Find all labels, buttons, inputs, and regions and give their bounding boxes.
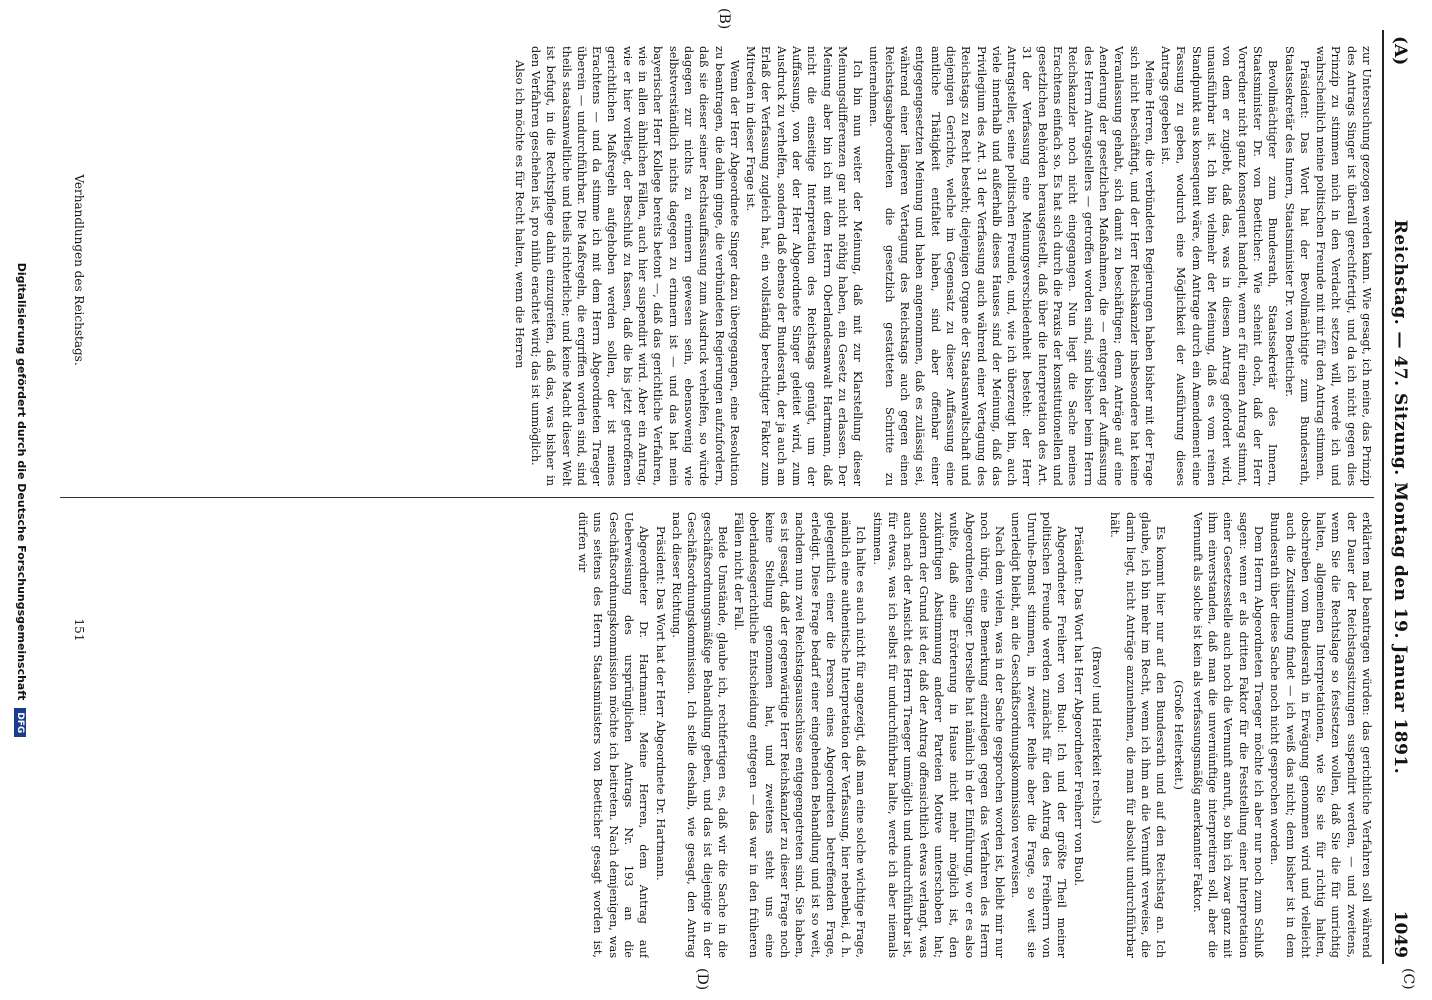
paragraph: Ich bin nun weiter der Meinung, daß mit zur Klarstellung dieser Meinungsdifferenzen gar nicht nöthig haben, ein Gesetz zu erlassen. Der Meinung aber bin ich mit dem Herrn Oberlandesanwalt Hartmann, daß nicht die einseitige Interpretation des Reichstags genügt, um der Auffassung, von der der Herr Abgeordnete Singer geleitet wird, zum Ausdruck zu verhelfen, sondern daß ebenso der Bundesrath, der ja auch am Erlaß der Verfassung zugleich hat, ein vollständig berechtigter Faktor zum Mitreden in dieser Frage ist. [744, 46, 865, 486]
paragraph: Präsident: Das Wort hat der Herr Abgeordnete Dr. Hartmann. [653, 526, 667, 881]
running-title: Reichstag. — 47. Sitzung. Montag den 19. Januar 1891. [1390, 219, 1410, 775]
left-footer: Verhandlungen des Reichstags. [72, 174, 86, 366]
paragraph: Also ich möchte es für Recht halten, wenn die Herren [512, 60, 526, 369]
margin-marker-a: (A) [1390, 36, 1410, 66]
paragraph: Wenn der Herr Abgeordnete Singer dazu übergegangen, eine Resolution zu beantragen, die dahin ginge, die verbündeten Regierungen aufzufordern, daß sie dieser seiner Rechtsauffassung zum Ausdruck verhelfen, so würde dagegen zur nichts zu erinnern gewesen sein, ebensowenig wie selbstverständlich nichts dagegen zu erinnern ist — und das hat mein bayerischer Herr Kollege bereits betont —, daß das gerichtliche Verfahren, wie in allen ähnlichen Fällen, auch hier suspendirt wird. Aber ein Antrag, wie er hier vorliegt, der Beschluß zu fassen, daß die bis jetzt getroffenen gerichtlichen Maßregeln aufgehoben werden sollen, der ist meines Erachtens — und da stimme ich mit dem Herrn Abgeordneten Traeger überein — undurchführbar. Die Maßregeln, die ergriffen worden sind, sind theils staatsanwaltliche und theils richterliche; und keine Macht dieser Welt ist befugt, in die Rechtspflege dahin einzugreifen, daß das, was bisher in den Verfahren geschehen ist, pro nihilo erachtet wird; das ist unmöglich. [528, 46, 741, 486]
paragraph: Nach dem vielen, was in der Sache gesprochen worden ist, bleibt mir nur noch übrig, eine Bemerkung einzulegen gegen das Verfahren des Herrn Abgeordneten Singer. Derselbe hat nämlich in der Einführung, wo er es also wußte, daß eine Erörterung in Hause nicht mehr möglich ist, den zukünftigen Abstimmung anderer Parteien Motive unterschoben hat; sondern der Grund ist der, daß der Antrag offensichtlich etwas verlangt, was auch nach der Ansicht des Herrn Traeger unmöglich und undurchführbar ist, für etwas, was ich selbst für undurchführbar halte, werde ich aber niemals stimmen. [870, 512, 1007, 958]
left-column [56, 46, 1374, 486]
signature-number: 151 [72, 618, 86, 642]
paragraph: Beide Umstände, glaube ich, rechtfertigen es, daß wir die Sache in die geschäftsordnungsmäßige Behandlung geben, und das ist diejenige in der Geschäftsordnungskommission. Ich stelle deshalb, wie gesagt, den Antrag nach dieser Richtung. [669, 512, 729, 958]
paragraph: Es kommt hier nur auf den Bundesrath und auf den Reichstag an. Ich glaube, ich bin mehr im Recht, wenn ich ihm an die Vernunft verweise, die darin liegt, nicht Anträge anzunehmen, die man für absolut undurchführbar hält. [1108, 512, 1168, 958]
page-header [1382, 30, 1412, 964]
margin-marker-b: (B) [716, 8, 732, 30]
paragraph: erklärten mal beantragen würden: das gerichtliche Verfahren soll während der Dauer der Reichstagssitzungen suspendirt werden, — und zweitens, wenn Sie die Rechtslage so festsetzen wollen, daß Sie die für unrichtig halten, allgemeinen Interpretationen, wie Sie sie für richtig halten, obschreiben vom Bundesrath in Erwägung genommen wird und vielleicht auch die Zustimmung findet — ich weiß das nicht; denn bisher ist in dem Bundesrath über diese Sache noch nicht gesprochen worden. [1268, 512, 1373, 958]
paragraph: Meine Herren, die verbündeten Regierungen haben bisher mit der Frage sich nicht beschäftigt, und der Herr Reichskanzler insbesondere hat keine Veranlassung gehabt, sich damit zu beschäftigen; denn Anträge auf eine Aenderung der gesetzlichen Maßnahmen, die — entgegen der Auffassung des Herrn Antragstellers — getroffen worden sind, sind bisher beim Herrn Reichskanzler noch nicht eingegangen. Nun liegt die Sache meines Erachtens einfach so. Es hat sich durch die Praxis der konstitutionellen und gesetzlichen Behörden herausgestellt, daß über die Interpretation des Art. 31 der Verfassung eine Meinungsverschiedenheit besteht: der Herr Antragsteller, seine politischen Freunde, und, wie ich überzeugt bin, auch viele innerhalb und außerhalb dieses Hauses sind der Meinung, daß das Privilegium des Art. 31 der Verfassung auch während einer Vertagung des Reichstags zu Recht besteht; diejenigen Organe der Staatsanwaltschaft und diejenigen Gerichte, welche im Gegensatz zu dieser Auffassung eine amtliche Thätigkeit entfaltet haben, sind aber offenbar einer entgegengesetzten Meinung und haben angenommen, daß es zulässig sei, während einer längeren Vertagung des Reichstags auch gegen einen Reichstagsabgeordneten die gesetzlich gestatteten Schritte zu unternehmen. [867, 46, 1156, 486]
paragraph: Präsident: Das Wort hat Herr Abgeordneter Freiherr von Buol. [1071, 526, 1085, 887]
page-number: 1049 [1390, 910, 1410, 958]
stage-direction: (Bravo! und Heiterkeit rechts.) [1089, 646, 1103, 824]
column-divider [60, 497, 1374, 498]
paragraph: Bevollmächtigter zum Bundesrath, Staatssekretär des Innern, Staatsminister Dr. von Boetticher: Wie scheint doch, daß der Herr Vorredner nicht ganz konsequent handelt, wenn er für einen Antrag stimmt, von dem er zugiebt, daß das, was in diesem Antrag gefordert wird, unausführbar ist. Ich bin vielmehr der Meinung, daß es vom reinen Standpunkt aus konsequent wäre, dem Antrage durch ein Amendement eine Fassung zu geben, wodurch eine Möglichkeit der Ausführung dieses Antrags gegeben ist. [1159, 46, 1280, 486]
dfg-logo: DFG [14, 708, 26, 737]
paragraph: Dem Herrn Abgeordneten Traeger möchte ich aber nur noch zum Schluß sagen: wenn er als dritten Faktor für die Feststellung einer Interpretation einer Gesetzesstelle auch noch die Vernunft anruft, so bin ich zwar ganz mit ihm einverstanden, daß man die unvernünftige interpretiren soll, aber die Vernunft als solche ist kein als verfassungsmäßig anerkannter Faktor. [1190, 512, 1265, 958]
right-column [56, 512, 1374, 958]
paragraph: Präsident: Das Wort hat der Bevollmächtigte zum Bundesrath, Staatssekretär des Innern, Staatsminister Dr. von Boetticher. [1282, 46, 1311, 486]
margin-marker-c: (C) [1400, 968, 1416, 990]
paragraph: Ich halte es auch nicht für angezeigt, daß man eine solche wichtige Frage, nämlich eine authentische Interpretation der Verfassung, hier nebenbei, d. h. gelegentlich einer die Person eines Abgeordneten betreffenden Frage, erledigt. Diese Frage bedarf einer eingehenden Behandlung und ist so weit, nachdem nun zwei Reichstagsausschüsse entgegengetreten sind. Sie haben, es ist gesagt, daß der gegenwärtige Herr Reichskanzler zu dieser Frage noch keine Stellung genommen hat, und zweitens steht uns eine oberlandesgerichtliche Entscheidung entgegen — das war in den früheren Fällen nicht der Fall. [732, 512, 868, 958]
margin-marker-d: (D) [694, 968, 710, 991]
digitization-credit [14, 20, 28, 980]
paragraph: zur Untersuchung gezogen werden kann. Wie gesagt, ich meine, das Prinzip des Antrags Singer ist überall gerechtfertigt, und da ich nicht gegen dies Prinzip zu stimmen mich in den Verdacht setzen will, werde ich und wahrscheinlich meine politischen Freunde mit mir für den Antrag stimmen. [1314, 46, 1373, 486]
stage-direction: (Große Heiterkeit.) [1172, 680, 1186, 790]
paragraph: Abgeordneter Freiherr von Buol: Ich und der größte Theil meiner politischen Freunde werden zunächst für den Antrag des Freiherrn von Unruhe-Bomst stimmen, in zweiter Reihe aber die Frage, so weit sie unerledigt bleibt, an die Geschäftsordnungskommission verweisen. [1009, 512, 1069, 958]
paragraph: Abgeordneter Dr. Hartmann: Meine Herren, dem Antrag auf Ueberweisung des ursprünglichen Antrags Nr. 193 an die Geschäftsordnungskommission möchte ich beitreten. Nach demjenigen, was uns seitens des Herrn Staatsministers von Boetticher gesagt worden ist, dürfen wir [576, 512, 651, 958]
credit-text: Digitalisierung gefördert durch die Deutsche Forschungsgemeinschaft [15, 262, 28, 701]
